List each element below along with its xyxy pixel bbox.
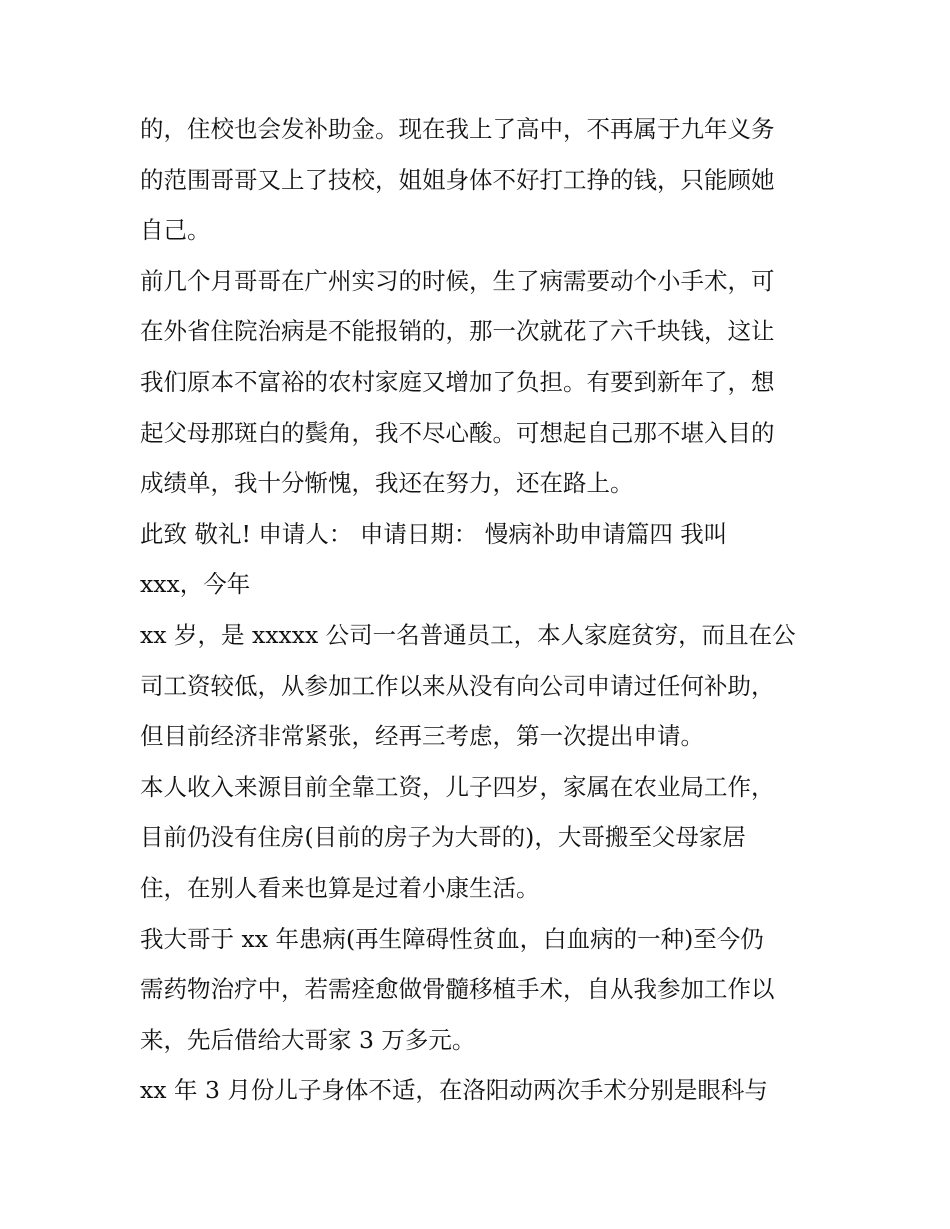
- body-text: [140, 104, 830, 1116]
- text-line: 的，住校也会发补助金。现在我上了高中，不再属于九年义务: [140, 115, 775, 143]
- text-line: 的范围哥哥又上了技校，姐姐身体不好打工挣的钱，只能顾她: [140, 165, 775, 194]
- text-line: 但目前经济非常紧张，经再三考虑，第一次提出申请。: [140, 722, 704, 751]
- text-line: xxx，今年: [140, 570, 251, 599]
- text-line: 来，先后借给大哥家 3 万多元。: [140, 1025, 476, 1054]
- text-line: 自己。: [140, 216, 211, 245]
- text-line: 我们原本不富裕的农村家庭又增加了负担。有要到新年了，想: [140, 367, 775, 396]
- text-line: 起父母那斑白的鬓角，我不尽心酸。可想起自己那不堪入目的: [140, 418, 775, 447]
- text-line: 在外省住院治病是不能报销的，那一次就花了六千块钱，这让: [140, 317, 775, 346]
- text-line: 本人收入来源目前全靠工资，儿子四岁，家属在农业局工作，: [140, 772, 775, 801]
- text-line: 成绩单，我十分惭愧，我还在努力，还在路上。: [140, 469, 634, 498]
- text-line: 目前仍没有住房(目前的房子为大哥的)，大哥搬至父母家居: [140, 823, 746, 852]
- text-line: 需药物治疗中，若需痊愈做骨髓移植手术，自从我参加工作以: [140, 975, 775, 1004]
- text-line: 我大哥于 xx 年患病(再生障碍性贫血，白血病的一种)至今仍: [140, 924, 764, 953]
- text-line: xx 岁，是 xxxxx 公司一名普通员工，本人家庭贫穷，而且在公: [140, 620, 796, 649]
- text-line: 司工资较低，从参加工作以来从没有向公司申请过任何补助，: [140, 671, 775, 700]
- text-line: 此致 敬礼! 申请人： 申请日期： 慢病补助申请篇四 我叫: [140, 519, 728, 548]
- text-line: xx 年 3 月份儿子身体不适，在洛阳动两次手术分别是眼科与: [140, 1076, 768, 1105]
- text-line: 住，在别人看来也算是过着小康生活。: [140, 873, 540, 902]
- text-line: 前几个月哥哥在广州实习的时候，生了病需要动个小手术，可: [140, 266, 775, 295]
